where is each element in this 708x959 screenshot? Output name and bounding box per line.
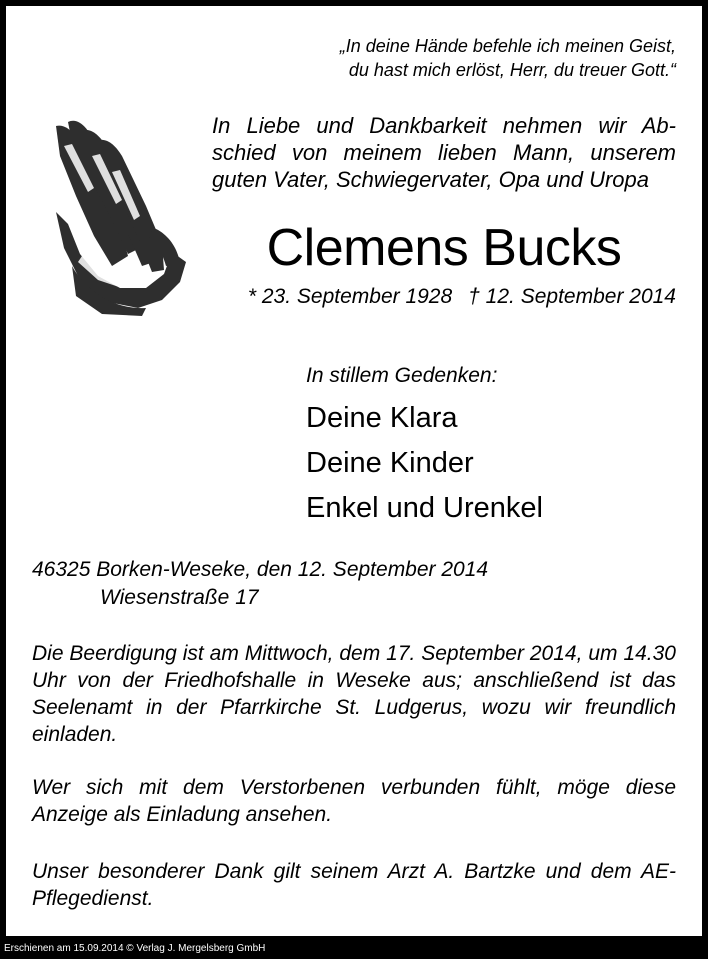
publication-footer: Erschienen am 15.09.2014 © Verlag J. Mergelsberg GmbH: [4, 943, 266, 954]
praying-hands-icon: [42, 116, 188, 316]
deceased-name: Clemens Bucks: [266, 219, 622, 277]
death-date: † 12. September 2014: [468, 285, 676, 308]
address-block: [32, 556, 488, 612]
mourner-name: Deine Kinder: [306, 447, 474, 479]
life-dates: [212, 284, 676, 310]
verse-line-2: du hast mich erlöst, Herr, du treuer Gott.“: [348, 60, 676, 80]
funeral-paragraph: Die Beerdigung ist am Mittwoch, dem 17. September 2014, um 14.30 Uhr von der Friedhofshalle in Weseke aus; anschließend ist das Seelenamt in der Pfarrkirche St. Ludgerus, wozu wir freundlich einladen.: [32, 642, 676, 746]
city-date: 46325 Borken-Weseke, den 12. September 2014: [32, 558, 489, 581]
street-address: Wiesenstraße 17: [100, 586, 259, 609]
thanks-paragraph: Unser besonderer Dank gilt seinem Arzt A. Bartzke und dem AE-Pflegedienst.: [32, 860, 676, 910]
obituary-notice: [6, 6, 702, 936]
intro-line-3: guten Vater, Schwiegervater, Opa und Uropa: [212, 167, 650, 192]
mourner-name: Deine Klara: [306, 402, 458, 434]
mourners-list: [306, 396, 543, 531]
mourner-name: Enkel und Urenkel: [306, 492, 543, 524]
memory-label: In stillem Gedenken:: [306, 364, 498, 387]
intro-line-2: schied von meinem lieben Mann, unserem: [212, 140, 676, 165]
verse-line-1: „In deine Hände befehle ich meinen Geist,: [339, 36, 676, 56]
intro-line-1: In Liebe und Dankbarkeit nehmen wir Ab-: [212, 113, 676, 138]
birth-date: * 23. September 1928: [247, 285, 453, 308]
intro-text: [212, 112, 676, 193]
bible-verse: [256, 34, 676, 82]
invitation-paragraph: Wer sich mit dem Verstorbenen verbunden fühlt, möge diese Anzeige als Einladung ansehen.: [32, 776, 676, 826]
